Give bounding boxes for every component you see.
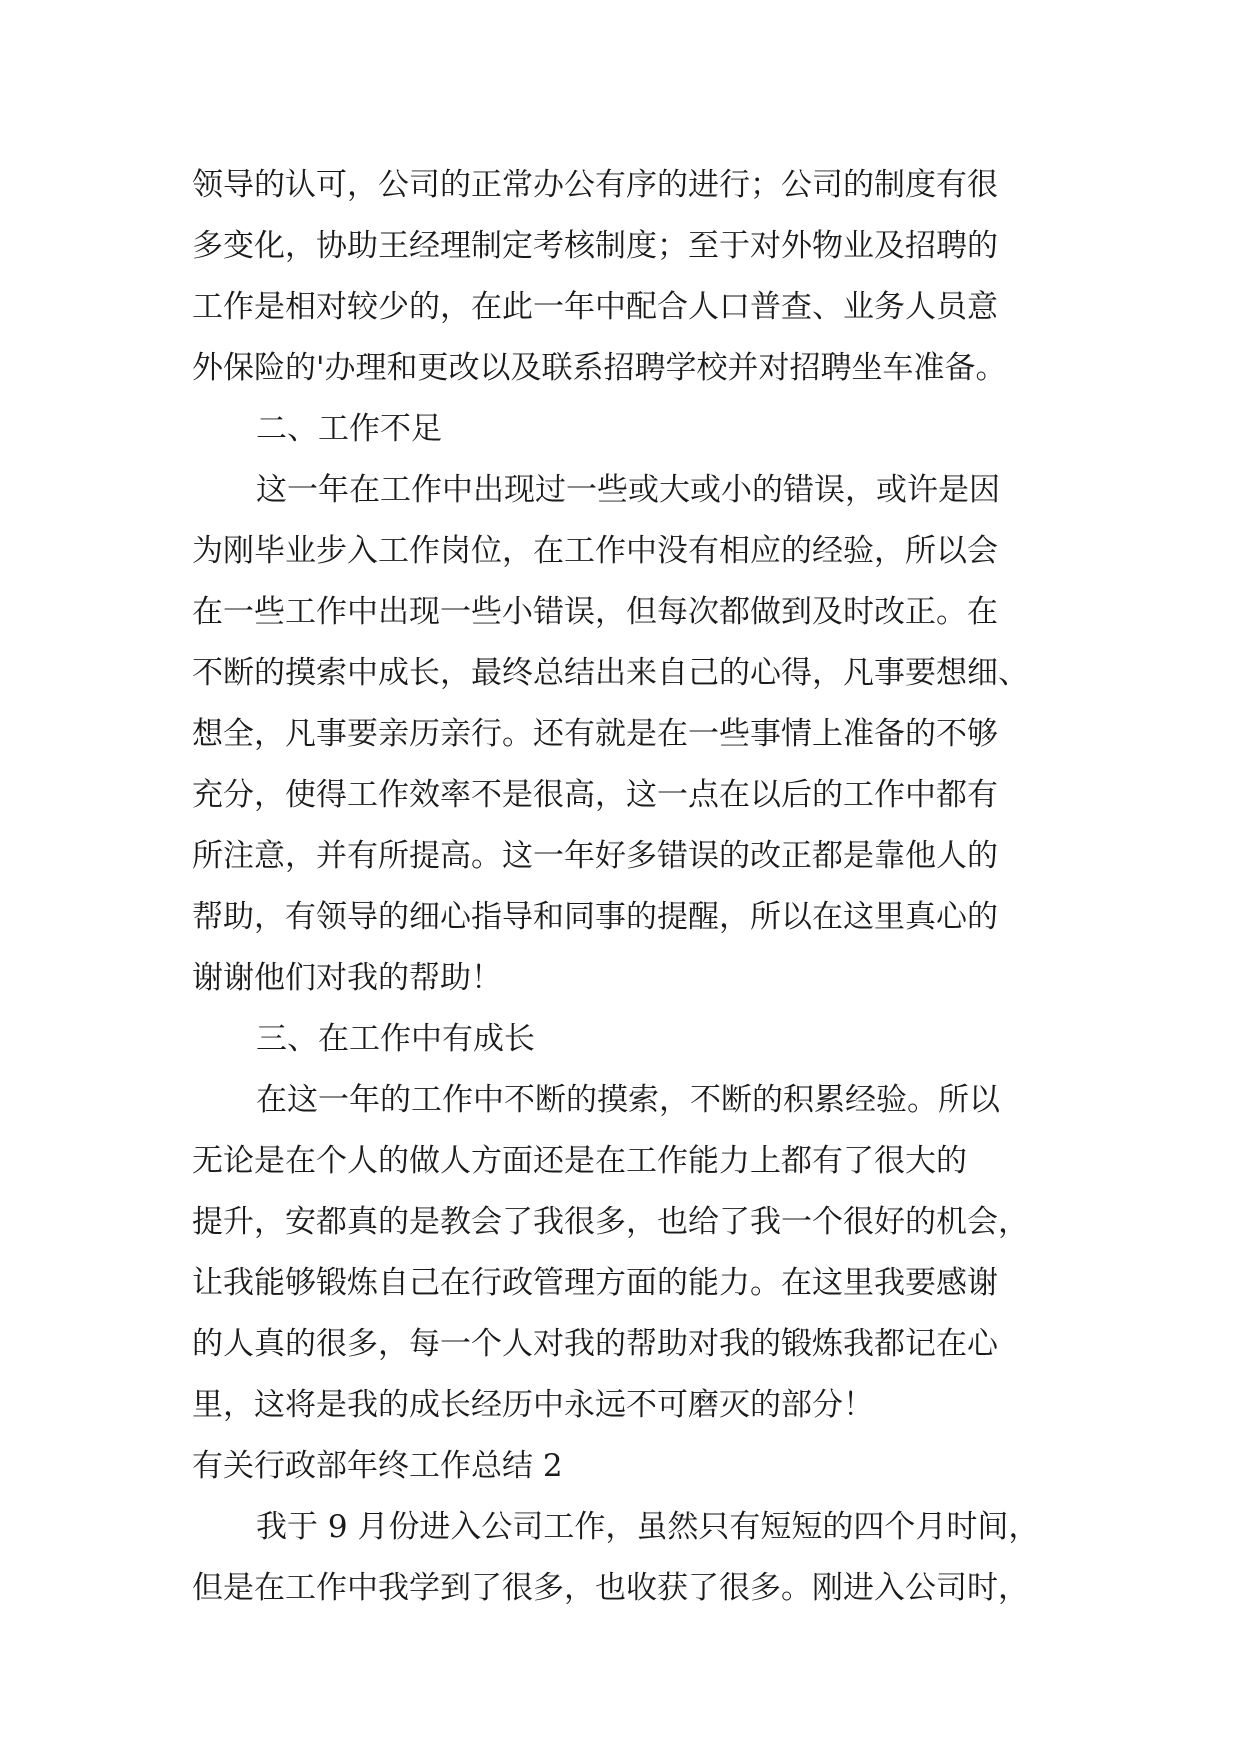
text-line: 所注意，并有所提高。这一年好多错误的改正都是靠他人的 [192,838,998,874]
text-line: 领导的认可，公司的正常办公有序的进行；公司的制度有很 [192,167,998,203]
text-line: 在这一年的工作中不断的摸索，不断的积累经验。所以 [256,1082,1000,1118]
text-line: 多变化，协助王经理制定考核制度；至于对外物业及招聘的 [192,228,998,264]
text-line: 工作是相对较少的，在此一年中配合人口普查、业务人员意 [192,289,998,325]
text-line: 谢谢他们对我的帮助！ [192,960,502,996]
document-title: 有关行政部年终工作总结 2 [192,1448,563,1484]
text-line: 里，这将是我的成长经历中永远不可磨灭的部分！ [192,1387,874,1423]
document-page [192,155,1052,1619]
text-line: 提升，安都真的是教会了我很多，也给了我一个很好的机会， [192,1204,1029,1240]
text-line: 想全，凡事要亲历亲行。还有就是在一些事情上准备的不够 [192,716,998,752]
text-line: 无论是在个人的做人方面还是在工作能力上都有了很大的 [192,1143,967,1179]
text-line: 这一年在工作中出现过一些或大或小的错误，或许是因 [256,472,1000,508]
section-heading: 二、工作不足 [256,411,442,447]
text-line: 不断的摸索中成长，最终总结出来自己的心得，凡事要想细、 [192,655,1029,691]
text-line: 外保险的'办理和更改以及联系招聘学校并对招聘坐车准备。 [192,350,1007,386]
text-line: 为刚毕业步入工作岗位，在工作中没有相应的经验，所以会 [192,533,998,569]
text-line: 但是在工作中我学到了很多，也收获了很多。刚进入公司时， [192,1570,1029,1606]
section-heading: 三、在工作中有成长 [256,1021,535,1057]
text-line: 充分，使得工作效率不是很高，这一点在以后的工作中都有 [192,777,998,813]
text-line: 帮助，有领导的细心指导和同事的提醒，所以在这里真心的 [192,899,998,935]
text-line: 我于 9 月份进入公司工作，虽然只有短短的四个月时间， [256,1509,1040,1545]
text-line: 在一些工作中出现一些小错误，但每次都做到及时改正。在 [192,594,998,630]
text-line: 让我能够锻炼自己在行政管理方面的能力。在这里我要感谢 [192,1265,998,1301]
text-line: 的人真的很多，每一个人对我的帮助对我的锻炼我都记在心 [192,1326,998,1362]
